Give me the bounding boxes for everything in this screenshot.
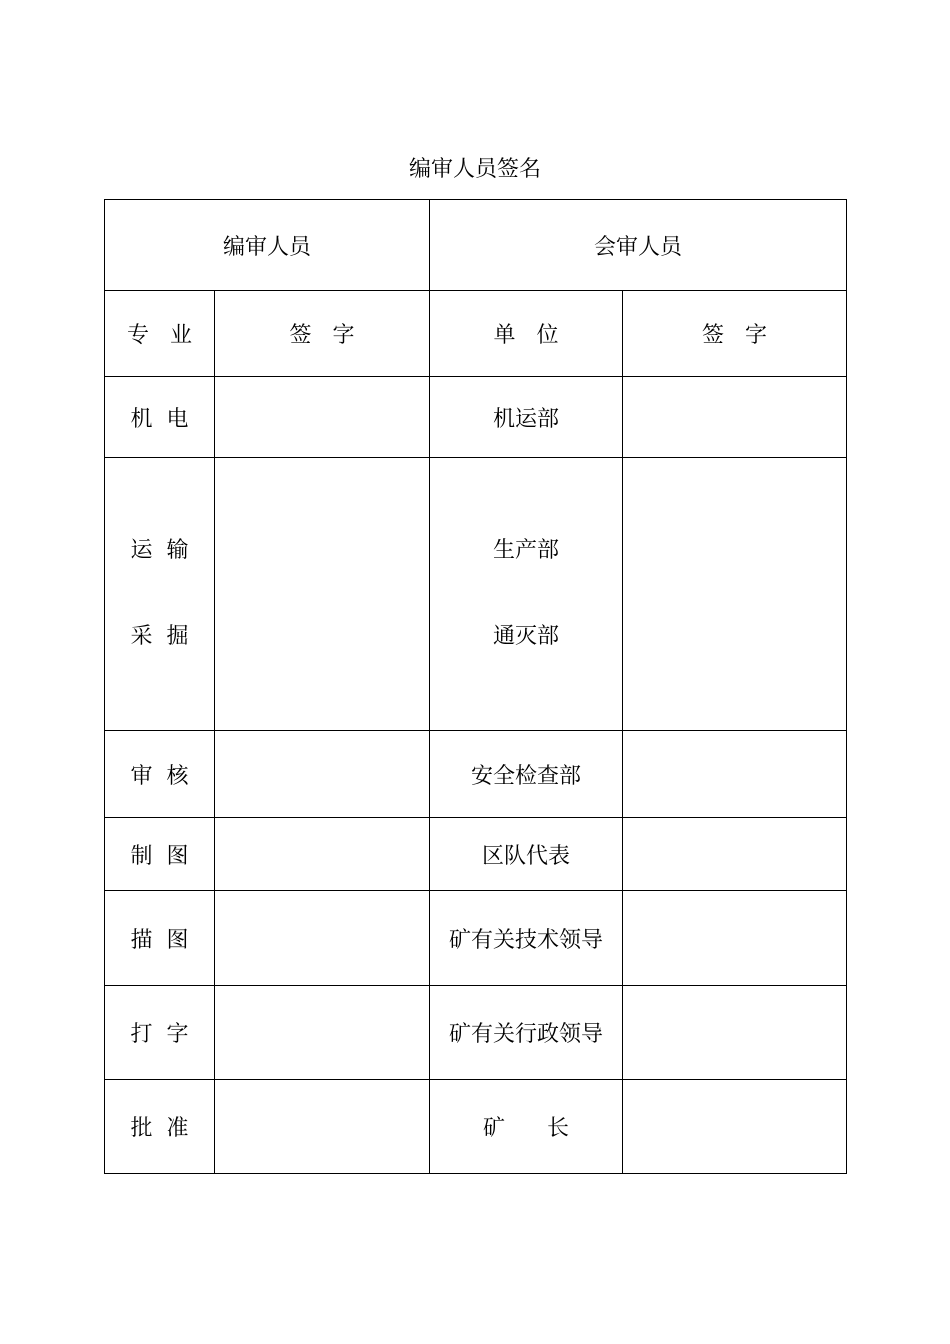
specialty-line: 运 输: [130, 538, 189, 563]
header-prepare-signature: 签 字: [215, 291, 430, 377]
specialty-cell: 制 图: [105, 818, 215, 891]
specialty-cell: [105, 458, 215, 731]
group-header-row: [105, 200, 847, 291]
signature-field[interactable]: [215, 986, 430, 1080]
header-specialty: 专 业: [105, 291, 215, 377]
table-row: [105, 377, 847, 458]
sub-header-row: [105, 291, 847, 377]
table-row: [105, 731, 847, 818]
document-title: 编审人员签名: [408, 157, 541, 182]
table-row: [105, 891, 847, 986]
specialty-cell: 批 准: [105, 1080, 215, 1174]
signature-field[interactable]: [215, 458, 430, 731]
specialty-cell: 描 图: [105, 891, 215, 986]
specialty-cell: 打 字: [105, 986, 215, 1080]
specialty-cell: 审 核: [105, 731, 215, 818]
header-unit: 单 位: [430, 291, 623, 377]
signature-field[interactable]: [623, 458, 847, 731]
signature-field[interactable]: [623, 731, 847, 818]
unit-cell: 机运部: [430, 377, 623, 458]
signature-field[interactable]: [215, 377, 430, 458]
table-row: [105, 986, 847, 1080]
unit-cell: 矿有关行政领导: [430, 986, 623, 1080]
signature-field[interactable]: [215, 818, 430, 891]
unit-cell: [430, 458, 623, 731]
unit-line: 生产部: [493, 538, 560, 563]
signature-table: [104, 199, 847, 1174]
unit-cell: 安全检查部: [430, 731, 623, 818]
specialty-cell: 机 电: [105, 377, 215, 458]
unit-cell: 矿有关技术领导: [430, 891, 623, 986]
table-row: [105, 1080, 847, 1174]
header-review-staff: 会审人员: [430, 200, 847, 291]
unit-cell: 矿 长: [430, 1080, 623, 1174]
signature-field[interactable]: [623, 1080, 847, 1174]
specialty-line: 采 掘: [130, 624, 189, 649]
unit-line: 通灭部: [493, 624, 560, 649]
table-row: [105, 458, 847, 731]
header-prepare-staff: 编审人员: [105, 200, 430, 291]
table-row: [105, 818, 847, 891]
signature-field[interactable]: [215, 891, 430, 986]
header-review-signature: 签 字: [623, 291, 847, 377]
signature-field[interactable]: [623, 986, 847, 1080]
unit-cell: 区队代表: [430, 818, 623, 891]
signature-field[interactable]: [623, 818, 847, 891]
signature-field[interactable]: [215, 1080, 430, 1174]
signature-field[interactable]: [623, 377, 847, 458]
signature-field[interactable]: [623, 891, 847, 986]
signature-field[interactable]: [215, 731, 430, 818]
